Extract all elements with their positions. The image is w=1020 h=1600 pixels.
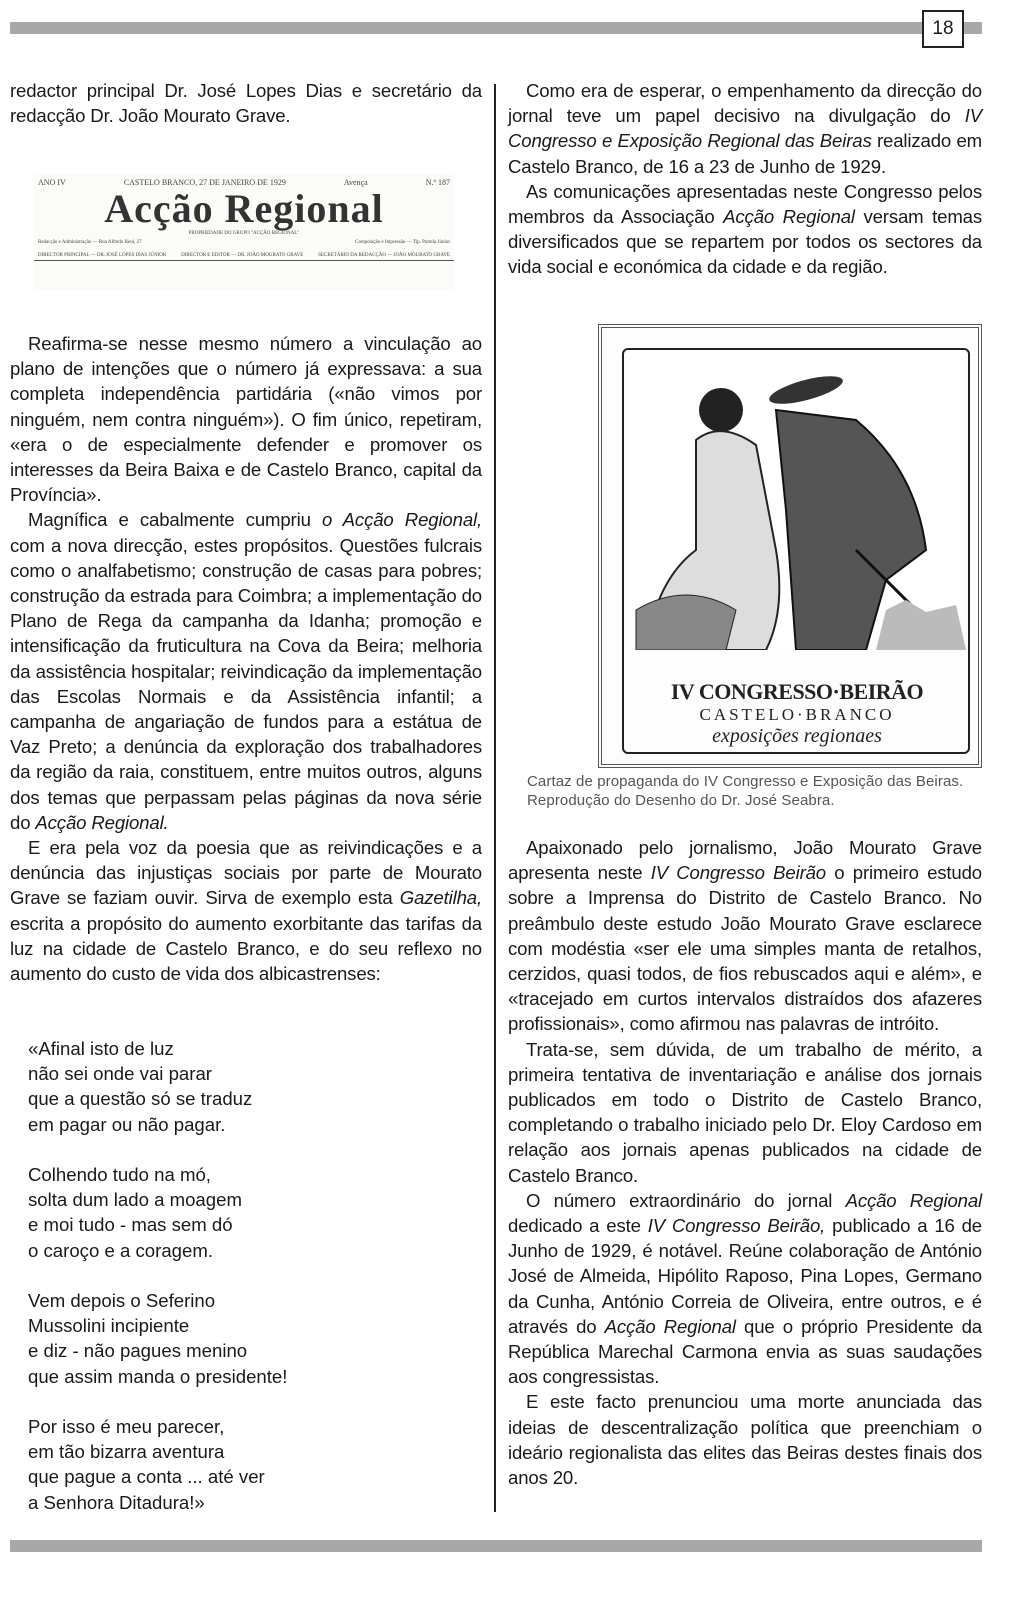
text: o primeiro estudo sobre a Imprensa do Distrito de Castelo Branco. No preâmbulo deste estudo João Mourato Grave esclarece com modéstia «ser ele uma simples manta de retalhos, cerzidos, quasi todos, de fios rebuscados aqui e além», e «tracejado em curtos intervalos distraídos dos afazeres profissionais», como afirmou nas palavras de intróito. [508,862,982,1035]
poem-line: que pague a conta ... até ver [28,1466,265,1488]
text: dedicado a este [508,1215,648,1237]
poem-stanza [28,1036,287,1137]
masthead-left-info: Redacção e Administração — Rua Alfredo Reul, 27 [38,240,142,245]
poem-line: que assim manda o presidente! [28,1365,288,1387]
left-body [10,331,482,986]
poem-stanza [28,1288,287,1389]
text: O número extraordinário do jornal [526,1189,846,1211]
paragraph [508,78,982,179]
poem-line: Colhendo tudo na mó, [28,1164,211,1185]
italic-text: IV Congresso Beirão, [647,1215,826,1237]
text: As comunicações apresentadas neste Congresso pelos membros da Associação [508,180,982,228]
masthead-editor: DIRECTOR E EDITOR — DR. JOÃO MOURATO GRAVE [181,253,304,258]
page-number: 18 [922,10,964,48]
masthead-director: DIRECTOR PRINCIPAL — DR. JOSÉ LOPES DIAS JÚNIOR [38,253,167,258]
poem-line: não sei onde vai parar [28,1063,212,1085]
text: redactor principal Dr. José Lopes Dias e secretário da redacção Dr. João Mourato Grave. [10,80,482,127]
masthead-year: ANO IV [38,178,66,187]
right-body [508,835,982,1490]
italic-text: Acção Regional [604,1315,736,1337]
text: com a nova direcção, estes propósitos. Questões fulcrais como o analfabetismo; construção de casas para pobres; construção da estrada para Coimbra; a implementação do Plano de Rega da campanha da Idanha; promoção e intensificação da fruticultura na Cova da Beira; melhoria da assistência hospitalar; reivindicação da implementação das Escolas Normais e da Assistência infantil; a campanha de angariação de fundos para a estátua de Vaz Preto; a denúncia da exploração dos trabalhadores da região da raia, constituem, entre muitos outros, alguns dos temas que perpassam pelas páginas da nova série do [10,534,482,833]
italic-text: o Acção Regional, [321,509,483,531]
congress-poster-image [598,324,982,768]
masthead-owner: PROPRIEDADE DO GRUPO "ACÇÃO REGIONAL" [188,231,300,236]
text: escrita a propósito do aumento exorbitante das tarifas da luz na cidade de Castelo Branco, e do seu reflexo no aumento do custo de vida dos albicastrenses: [10,912,482,985]
text: Magnífica e cabalmente cumpriu [28,509,322,531]
paragraph [508,1389,982,1490]
poem-line: e diz - não pagues menino [28,1340,248,1362]
poem-line: Por isso é meu parecer, [28,1416,225,1437]
masthead-secretary: SECRETÁRIO DA REDACÇÃO — JOÃO MOURATO GRAVE [318,253,450,258]
text: E este facto prenunciou uma morte anunciada das ideias de descentralização política que preenchiam o ideário regionalista das elites das Beiras destes finais dos anos 20. [508,1391,982,1489]
poem-line: em tão bizarra aventura [28,1441,225,1463]
text: Como era de esperar, o empenhamento da direcção do jornal teve um papel decisivo na divulgação do [508,80,982,127]
text: realizado em Castelo Branco, de 16 a 23 de Junho de 1929. [508,130,982,177]
poem-line: a Senhora Ditadura!» [28,1491,205,1513]
masthead-subscription: Avença [343,178,368,187]
paragraph [10,507,482,835]
poem-line: em pagar ou não pagar. [28,1113,226,1135]
text: Trata-se, sem dúvida, de um trabalho de mérito, a primeira tentativa de inventariação e análise dos jornais publicados em todo o Distrito de Castelo Branco, completando o trabalho iniciado pelo Dr. Eloy Cardoso em relação aos jornais apenas publicados na cidade de Castelo Branco. [508,1038,982,1186]
text: versam temas diversificados que se repartem por todos os sectores da vida social e económica da cidade e da região. [508,206,982,278]
masthead-dateline: CASTELO BRANCO, 27 DE JANEIRO DE 1929 [123,178,286,187]
poster-illustration [624,350,968,650]
text: Reafirma-se nesse mesmo número a vinculação ao plano de intenções que o número já expressava: a sua completa independência partidária («não vimos por ninguém, nem contra ninguém»). O fim único, repetiram, «era o de especialmente defender e promover os interesses da Beira Baixa e de Castelo Branco, capital da Província». [10,333,482,506]
italic-text: Acção Regional [845,1189,982,1211]
text: Apaixonado pelo jornalismo, João Mourato Grave apresenta neste [508,837,982,884]
italic-text: Acção Regional. [35,811,169,833]
paragraph [508,1188,982,1390]
italic-text: IV Congresso e Exposição Regional das Beiras [508,105,982,152]
paragraph [10,331,482,507]
text: E era pela voz da poesia que as reivindicações e a denúncia das injustiças sociais por parte de Mourato Grave se faziam ouvir. Sirva de exemplo esta [10,837,482,909]
paragraph [508,179,982,280]
masthead-title: Acção Regional [104,186,384,231]
footer-rule [10,1540,982,1552]
paragraph [508,835,982,1037]
text: que o próprio Presidente da República Marechal Carmona envia as suas saudações aos congressistas. [508,1315,983,1388]
newspaper-masthead-image [34,174,454,290]
paragraph [508,1037,982,1188]
italic-text: Gazetilha, [399,887,482,909]
paragraph [10,78,482,128]
poem-line: solta dum lado a moagem [28,1189,242,1211]
italic-text: Acção Regional [723,206,855,228]
poem-line: Vem depois o Seferino [28,1290,216,1311]
poem-gazetilha [28,1036,287,1540]
poem-line: e moi tudo - mas sem dó [28,1214,233,1236]
poem-line: que a questão só se traduz [28,1088,253,1110]
header-rule [10,22,982,34]
right-top [508,78,982,280]
poem-stanza [28,1414,287,1515]
poster-line-1: IV CONGRESSO·BEIRÃO [670,679,924,704]
poem-line: o caroço e a coragem. [28,1239,214,1261]
poem-line: Mussolini incipiente [28,1315,190,1337]
poster-line-2: CASTELO·BRANCO [699,705,895,724]
poem-stanza [28,1162,287,1263]
column-divider [494,84,496,1512]
paragraph [10,835,482,986]
left-intro [10,78,482,128]
poster-line-3: exposições regionaes [712,725,882,747]
masthead-right-info: Composição e Impressão — Tip. Portela Júnior [355,240,450,245]
poster-caption: Cartaz de propaganda do IV Congresso e Exposição das Beiras. Reprodução do Desenho do Dr. José Seabra. [527,773,964,809]
poem-line: «Afinal isto de luz [28,1038,174,1059]
text: publicado a 16 de Junho de 1929, é notável. Reúne colaboração de António José de Almeida, Hipólito Raposo, Pina Lopes, Germano da Cunha, António Correia de Oliveira, entre outros, e é através do [508,1215,982,1337]
italic-text: IV Congresso Beirão [650,862,826,884]
masthead-issue: N.º 187 [425,178,450,187]
